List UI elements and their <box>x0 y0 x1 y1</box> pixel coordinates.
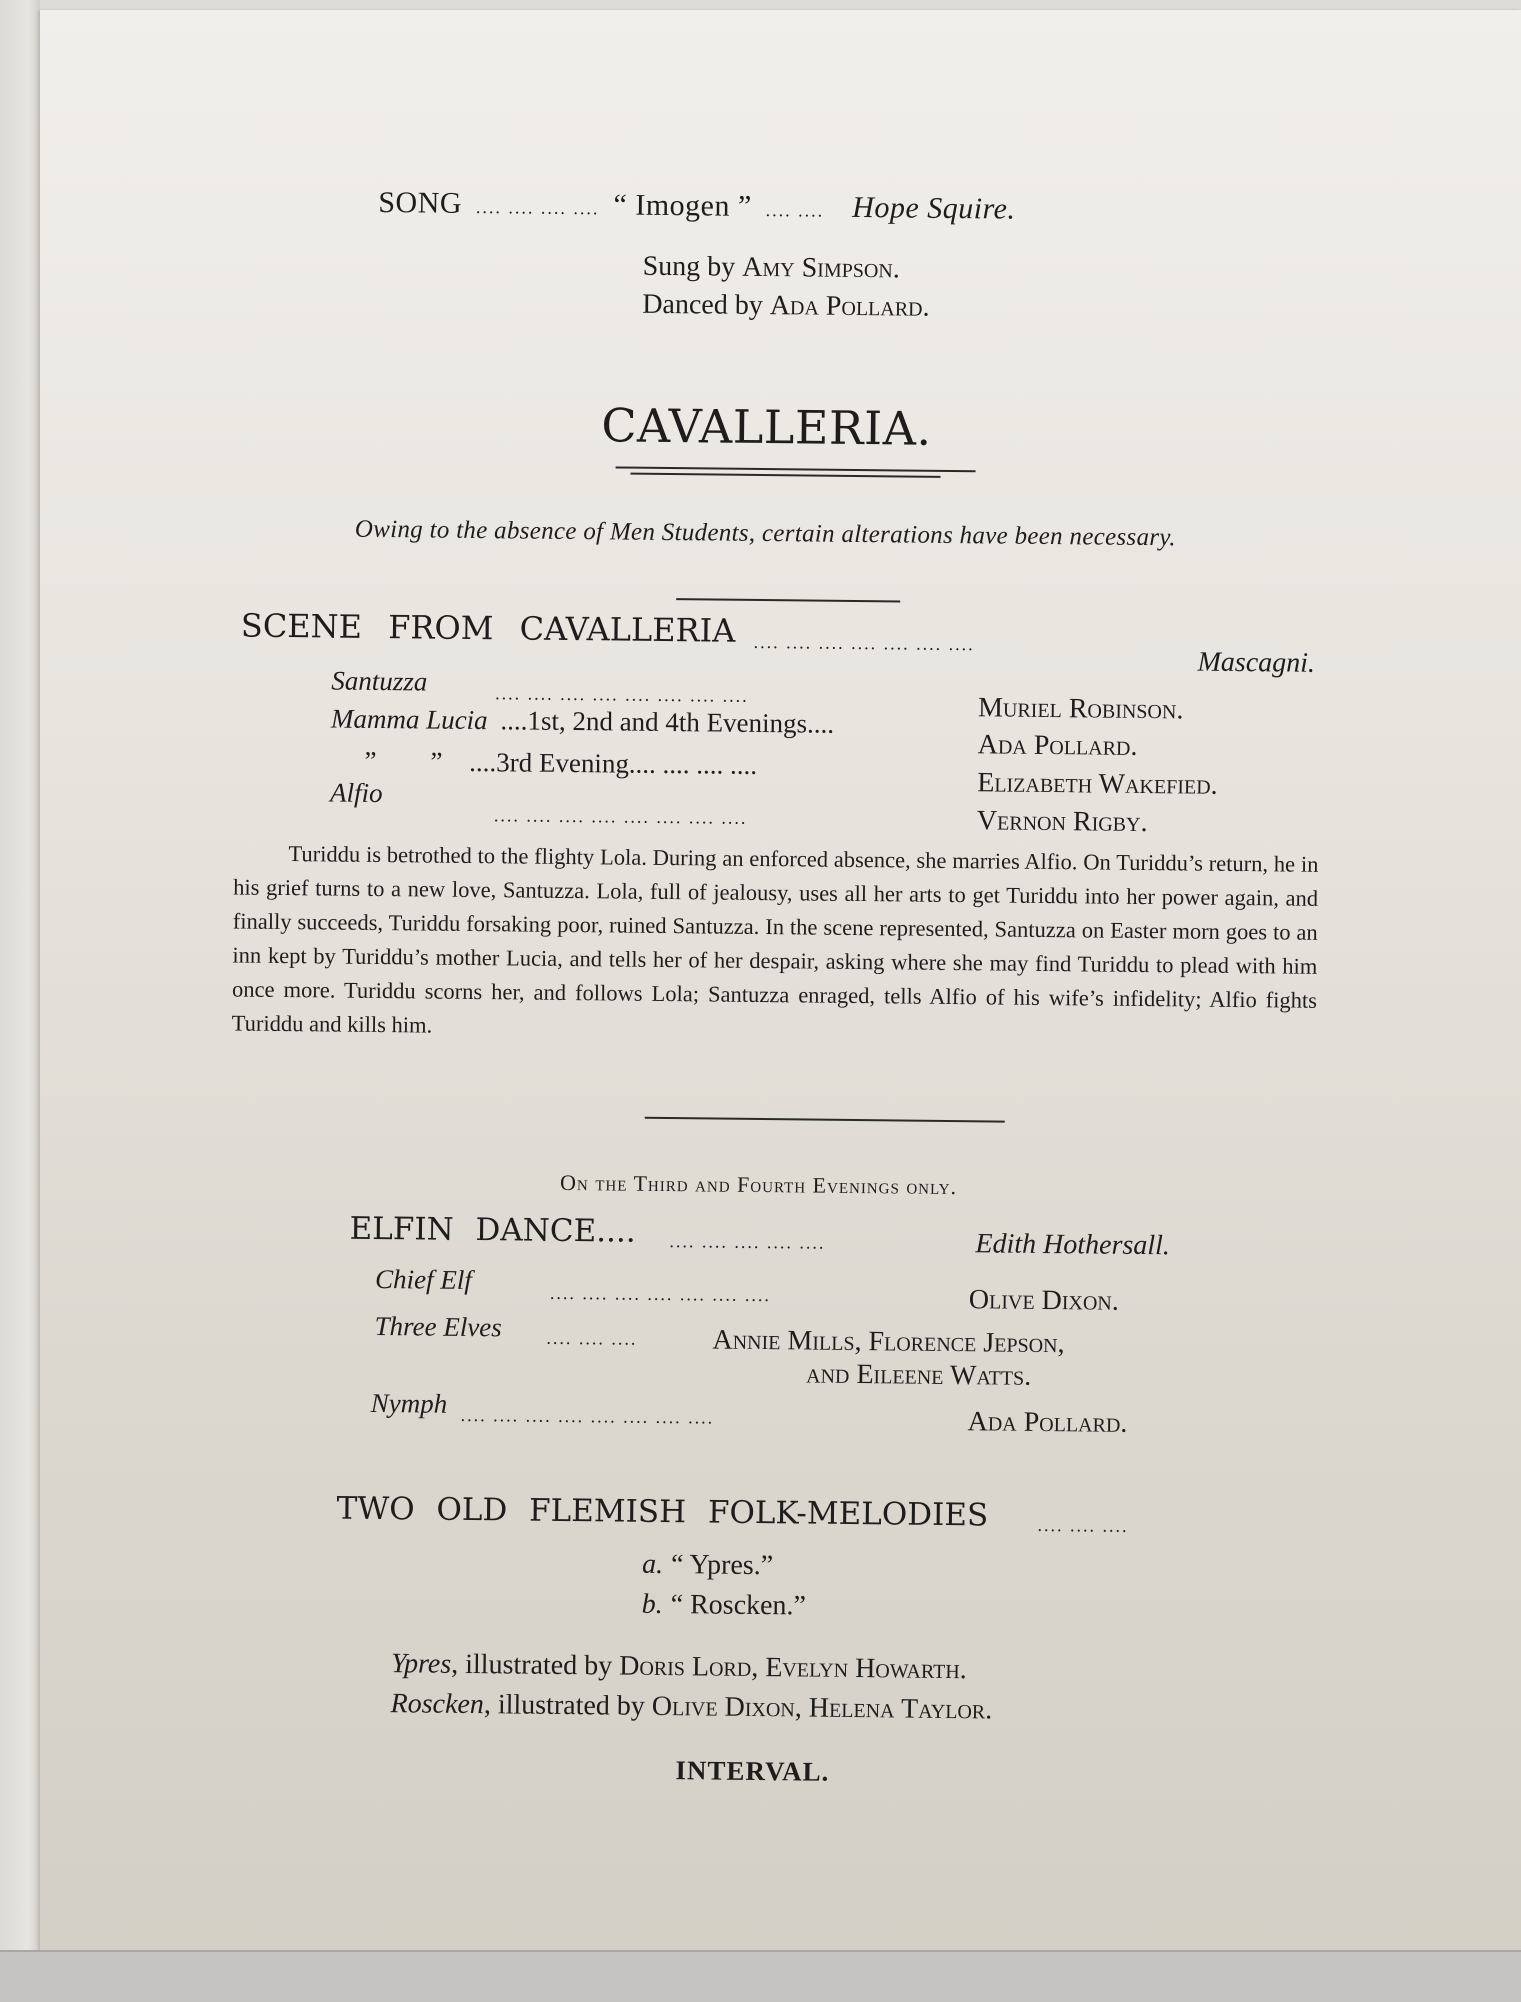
melody-letter: b. <box>641 1588 663 1621</box>
melody-letter: a. <box>641 1548 664 1581</box>
cast-row <box>364 746 757 781</box>
song-label: SONG <box>378 185 463 220</box>
song-entry <box>378 186 1015 227</box>
cast-row <box>371 1388 448 1420</box>
elfin-label: ELFIN DANCE.... <box>349 1210 636 1250</box>
danced-by-prefix: Danced by <box>642 288 770 322</box>
leader-dots: .... .... .... .... .... .... .... .... <box>493 805 748 828</box>
credit-text: , illustrated by <box>451 1648 620 1682</box>
scene-heading <box>241 607 736 650</box>
song-composer: Hope Squire. <box>852 190 1016 226</box>
actor-name: Ada Pollard. <box>977 729 1138 762</box>
illustrator-names: Doris Lord, Evelyn Howarth. <box>619 1650 967 1686</box>
role-detail: ....1st, 2nd and 4th Evenings.... <box>500 705 835 739</box>
divider-rule <box>676 598 900 602</box>
actor-name: Olive Dixon. <box>968 1284 1119 1317</box>
alteration-note: Owing to the absence of Men Students, certain alterations have been necessary. <box>354 515 1177 552</box>
cast-actor <box>967 1406 1127 1440</box>
divider-rule <box>645 1117 1005 1123</box>
piece-name: Roscken <box>390 1688 485 1721</box>
elfin-composer: Edith Hothersall. <box>975 1228 1171 1262</box>
song-danced-by <box>642 289 930 324</box>
song-sung-by <box>643 251 901 286</box>
evenings-note: On the Third and Fourth Evenings only. <box>559 1169 958 1200</box>
role-name: Mamma Lucia <box>330 703 488 736</box>
illustration-credit <box>390 1688 992 1726</box>
actor-name: Annie Mills, Florence Jepson, <box>712 1324 1065 1360</box>
cast-row <box>374 1311 502 1343</box>
leader-dots: .... .... .... .... .... <box>669 1231 826 1253</box>
role-detail: ....3rd Evening.... .... .... .... <box>469 746 758 780</box>
actor-name: Elizabeth Wakefied. <box>977 767 1218 801</box>
cast-actor <box>978 729 1138 763</box>
cast-actor-continued <box>806 1359 1031 1393</box>
melody-title: “ Ypres.” <box>670 1549 774 1582</box>
leader-dots: .... .... .... .... .... .... .... <box>549 1282 772 1306</box>
leader-dots: .... .... .... .... .... .... .... <box>753 631 975 655</box>
melody-title: “ Roscken.” <box>670 1589 807 1622</box>
actor-name: and Eileene Watts. <box>805 1358 1032 1392</box>
double-rule-top <box>616 466 976 472</box>
dancer-name: Ada Pollard. <box>769 290 930 323</box>
leader-dots: .... .... .... .... .... .... .... .... <box>460 1404 715 1428</box>
interval-heading: INTERVAL. <box>675 1755 830 1787</box>
ditto-marks: ” ” <box>364 745 443 777</box>
cast-actor <box>977 805 1148 839</box>
leader-dots: .... .... .... .... <box>475 196 600 219</box>
piece-name: Ypres <box>390 1648 452 1680</box>
melody-item <box>641 1589 806 1623</box>
sung-by-prefix: Sung by <box>642 250 743 283</box>
cast-row <box>331 703 835 739</box>
cast-actor <box>969 1284 1119 1318</box>
scene-composer: Mascagni. <box>1197 646 1316 679</box>
cast-actor <box>977 767 1218 802</box>
section-title: CAVALLERIA. <box>601 398 932 456</box>
singer-name: Amy Simpson. <box>742 251 901 285</box>
leader-dots: .... .... .... <box>1037 1514 1129 1536</box>
cast-row <box>331 665 427 697</box>
role-name: Chief Elf <box>374 1263 472 1295</box>
actor-name: Ada Pollard. <box>967 1406 1128 1439</box>
elfin-heading <box>349 1211 635 1250</box>
flemish-label: TWO OLD FLEMISH FOLK-MELODIES <box>336 1490 989 1534</box>
illustrator-names: Olive Dixon, Helena Taylor. <box>651 1690 993 1726</box>
role-name: Alfio <box>329 777 383 809</box>
double-rule-bottom <box>630 473 940 478</box>
role-name: Three Elves <box>374 1310 502 1343</box>
leader-dots: .... .... .... .... .... .... .... .... <box>495 683 749 706</box>
role-name: Santuzza <box>331 665 428 697</box>
illustration-credit <box>391 1648 967 1686</box>
leader-dots: .... .... <box>765 200 825 221</box>
leader-dots: .... .... .... <box>546 1327 638 1349</box>
cast-row <box>330 777 383 809</box>
song-title: “ Imogen ” <box>613 188 752 223</box>
flemish-heading <box>336 1491 988 1534</box>
cast-actor <box>712 1325 1064 1361</box>
credit-text: , illustrated by <box>483 1689 653 1722</box>
melody-item <box>642 1549 773 1582</box>
cast-row <box>375 1264 472 1296</box>
role-name: Nymph <box>370 1387 448 1419</box>
actor-name: Vernon Rigby. <box>976 805 1148 839</box>
cast-actor <box>978 692 1184 726</box>
synopsis-paragraph: Turiddu is betrothed to the flighty Lola. During an enforced absence, she marries Alfio. On Turiddu’s return, he in his grief turns to a new love, Santuzza. Lola, full of jealousy, uses all her arts to get Turiddu into her power again, and finally succeeds, Turiddu forsaking poor, ruined Santuzza. In the scene represented, Santuzza on Easter morn goes to an inn kept by Turiddu’s mother Lucia, and tells her of her despair, asking where she may find Turiddu to plead with him once more. Turiddu scorns her, and follows Lola; Santuzza enraged, tells Alfio of his wife’s infidelity; Alfio fights Turiddu and kills him. <box>231 841 1319 1038</box>
scene-label: SCENE FROM CAVALLERIA <box>240 606 736 650</box>
actor-name: Muriel Robinson. <box>977 692 1184 726</box>
